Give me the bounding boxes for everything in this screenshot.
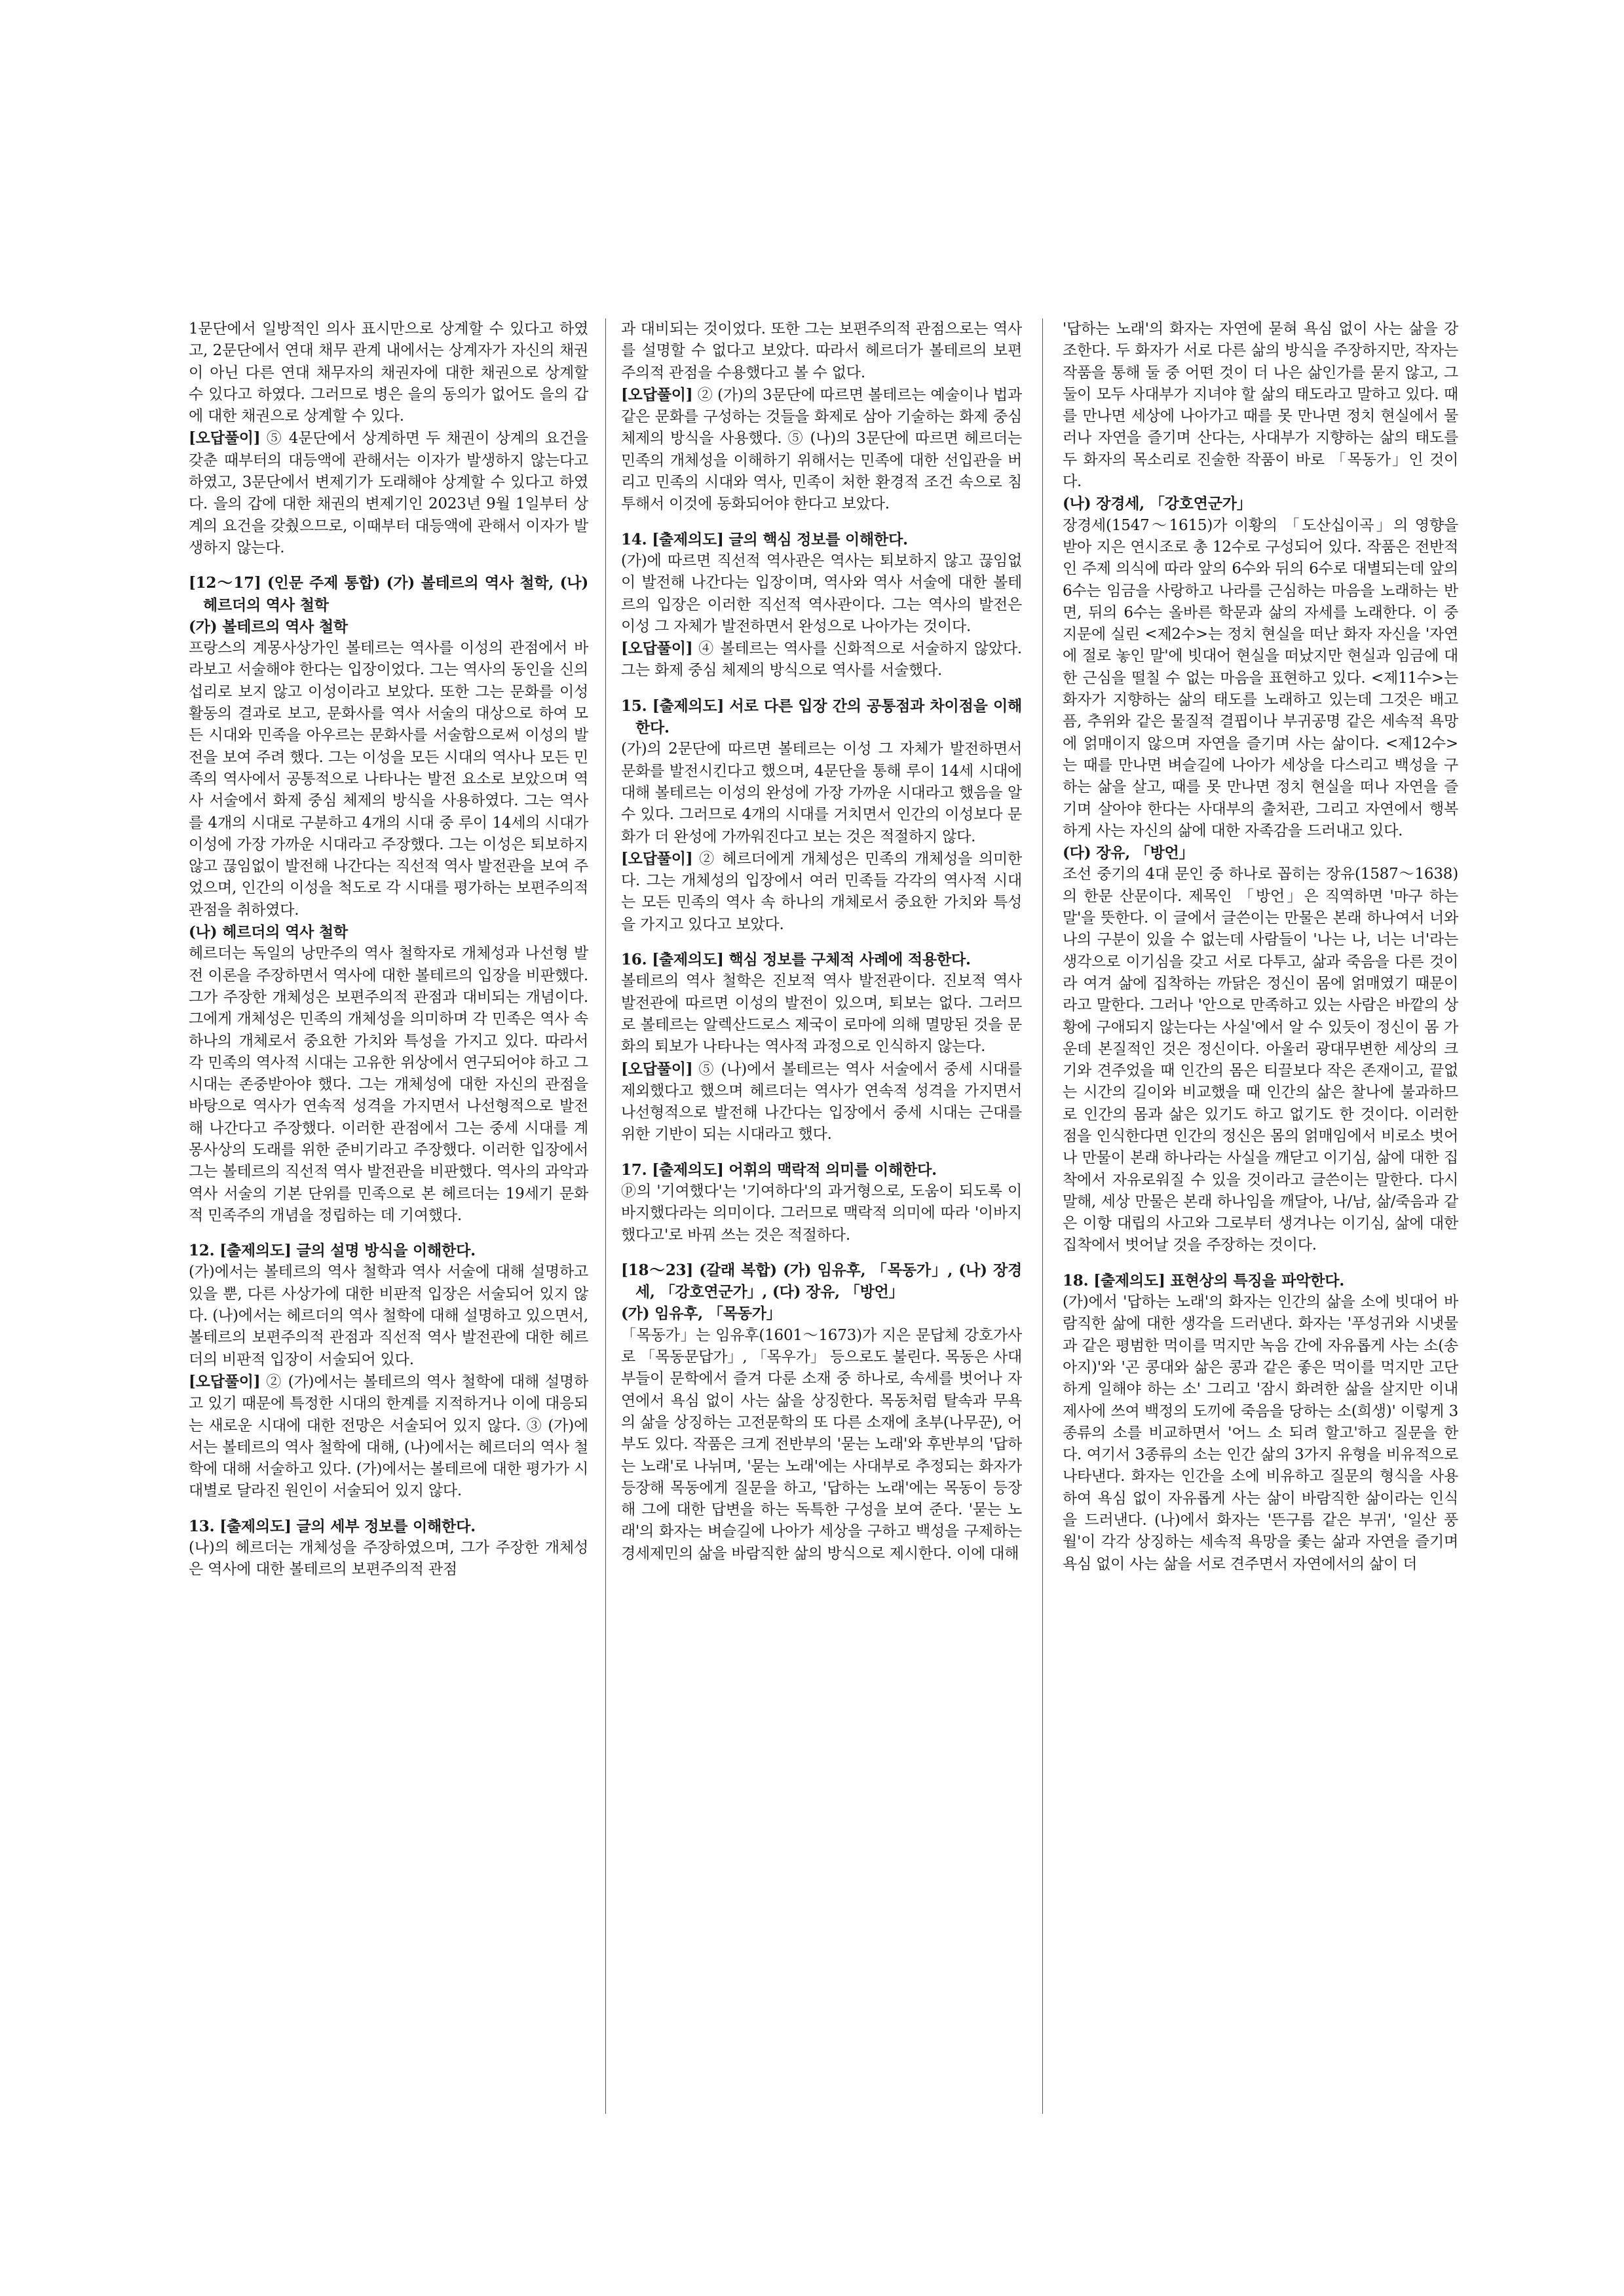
question-heading-13: 13. [출제의도] 글의 세부 정보를 이해한다. (189, 1517, 476, 1535)
subheading-ga: (가) 임유후, 「목동가」 (621, 1305, 782, 1323)
explanation-text: ⑤ 4문단에서 상계하면 두 채권이 상계의 요건을 갖춘 때부터의 대등액에 관해서는 이자가 발생하지 않는다고 하였고, 3문단에서 변제기가 도래해야 상계할 수 있다고 하였다. 을의 갑에 대한 채권의 변제기인 2023년 9월 1일부터 상계의 요건을 갖췄으므로, 이때부터 대등액에 관해서 이자가 발생하지 않는다. (189, 430, 588, 556)
wrong-answer-label: [오답풀이] (621, 385, 693, 404)
paragraph: 볼테르의 역사 철학은 진보적 역사 발전관이다. 진보적 역사 발전관에 따르면 이성의 발전이 있으며, 퇴보는 없다. 그러므로 볼테르는 알렉산드로스 제국이 로마에 의해 멸망된 것을 문화의 퇴보가 나타나는 역사적 과정으로 인식하지 않는다. (621, 972, 1022, 1056)
column-middle (621, 318, 1022, 1565)
subheading-ga: (가) 볼테르의 역사 철학 (189, 617, 348, 636)
subheading-na: (나) 헤르더의 역사 철학 (189, 923, 348, 942)
subheading-da: (다) 장유, 「방언」 (1063, 844, 1194, 862)
paragraph: 과 대비되는 것이었다. 또한 그는 보편주의적 관점으로는 역사를 설명할 수 없다고 보았다. 따라서 헤르더가 볼테르의 보편주의적 관점을 수용했다고 볼 수 없다. (621, 320, 1022, 381)
paragraph: 헤르더는 독일의 낭만주의 역사 철학자로 개체성과 나선형 발전 이론을 주장하면서 역사에 대한 볼테르의 입장을 비판했다. 그가 주장한 개체성은 보편주의적 관점과 대비되는 개념이다. 그에게 개체성은 민족의 개체성을 의미하며 각 민족은 역사 속 하나의 개체로서 중요한 가치와 특성을 가지고 있다. 따라서 각 민족의 역사적 시대는 고유한 위상에서 연구되어야 하고 그 시대는 존중받아야 했다. 그는 개체성에 대한 자신의 관점을 바탕으로 역사가 연속적 성격을 가지면서 나선형적으로 발전해 나간다고 주장했다. 이러한 관점에서 그는 중세 시대를 계몽사상의 도래를 위한 준비기라고 주장했다. 이러한 입장에서 그는 볼테르의 직선적 역사 발전관을 비판했다. 역사의 과악과 역사 서술의 기본 단위를 민족으로 본 헤르더는 19세기 문화적 민족주의 개념을 정립하는 데 기여했다. (189, 945, 588, 1224)
paragraph: 조선 중기의 4대 문인 중 하나로 꼽히는 장유(1587～1638)의 한문 산문이다. 제목인 「방언」은 직역하면 '마구 하는 말'을 뜻한다. 이 글에서 글쓴이는 만물은 본래 하나여서 너와 나의 구분이 있을 수 없는데 사람들이 '나는 나, 너는 너'라는 생각으로 이기심을 갖고 서로 다투고, 삶과 죽음을 다른 것이라 여겨 삶에 집착하는 까닭은 정신이 몸에 얽매였기 때문이라고 말한다. 그러나 '안으로 만족하고 있는 사람은 바깥의 상황에 구애되지 않는다는 사실'에서 알 수 있듯이 정신이 몸 가운데 본질적인 것은 정신이다. 아울러 광대무변한 세상의 크기와 견주었을 때 인간의 몸은 티끌보다 작은 존재이고, 끝없는 시간의 길이와 비교했을 때 인간의 삶은 찰나에 불과하므로 인간의 몸과 삶은 있기도 하고 없기도 한 것이다. 이러한 점을 인식한다면 인간의 정신은 몸의 얽매임에서 비로소 벗어나 만물이 본래 하나라는 사실을 깨닫고 이기심, 삶에 대한 집착에서 자유로워질 수 있을 것이라고 글쓴이는 말한다. 다시 말해, 세상 만물은 본래 하나임을 깨달아, 나/남, 삶/죽음과 같은 이항 대립의 사고와 그로부터 생겨나는 이기심, 삶에 대한 집착에서 벗어날 것을 주장하는 것이다. (1063, 866, 1458, 1254)
question-heading-16: 16. [출제의도] 핵심 정보를 구체적 사례에 적용한다. (621, 951, 971, 969)
question-heading-12: 12. [출제의도] 글의 설명 방식을 이해한다. (189, 1242, 476, 1260)
column-left (189, 318, 588, 1581)
wrong-answer-label: [오답풀이] (189, 1372, 261, 1390)
question-heading-18: 18. [출제의도] 표현상의 특징을 파악한다. (1063, 1271, 1345, 1290)
explanation-text: ⑤ (나)에서 볼테르는 역사 서술에서 중세 시대를 제외했다고 했으며 헤르더는 역사가 연속적 성격을 가지면서 나선형적으로 발전해 나간다는 입장에서 중세 시대는 근대를 위한 기반이 되는 시대라고 했다. (621, 1060, 1022, 1143)
paragraph: 프랑스의 계몽사상가인 볼테르는 역사를 이성의 관점에서 바라보고 서술해야 한다는 입장이었다. 그는 역사의 동인을 신의 섭리로 보지 않고 이성이라고 보았다. 또한 그는 문화를 이성 활동의 결과로 보고, 문화사를 역사 서술의 대상으로 하여 모든 시대와 민족을 아우르는 문화사를 서술함으로써 이성의 발전을 보여 주려 했다. 그는 이성을 모든 시대의 역사나 모든 민족의 역사에서 공통적으로 나타나는 발전 요소로 보았으며 역사 서술에서 화제 중심 체제의 방식을 사용하였다. 그는 역사를 4개의 시대로 구분하고 4개의 시대 중 루이 14세의 시대가 이성에 가장 가까운 시대라고 주장했다. 그는 이성은 퇴보하지 않고 끊임없이 발전해 나간다는 직선적 역사 발전관을 보여 주었으며, 인간의 이성을 척도로 각 시대를 평가하는 보편주의적 관점을 취하였다. (189, 640, 588, 919)
explanation-text: ② 헤르더에게 개체성은 민족의 개체성을 의미한다. 그는 개체성의 입장에서 여러 민족들 각각의 역사적 시대는 모든 민족의 역사 속 하나의 개체로서 중요한 가치와 특성을 가지고 있다고 보았다. (621, 850, 1022, 933)
wrong-answer-explanation (621, 1058, 1022, 1146)
explanation-text: ④ 볼테르는 역사를 신화적으로 서술하지 않았다. 그는 화제 중심 체제의 방식으로 역사를 서술했다. (621, 640, 1022, 679)
paragraph: (가)에서는 볼테르의 역사 철학과 역사 서술에 대해 설명하고 있을 뿐, 다른 사상가에 대한 비판적 입장은 서술되어 있지 않다. (나)에서는 헤르더의 역사 철학에 대해 설명하고 있으면서, 볼테르의 보편주의적 관점과 직선적 역사 발전관에 대한 헤르더의 비판적 입장이 서술되어 있다. (189, 1263, 588, 1368)
paragraph: 1문단에서 일방적인 의사 표시만으로 상계할 수 있다고 하였고, 2문단에서 연대 채무 관계 내에서는 상계자가 자신의 채권이 아닌 다른 연대 채무자의 채권자에 대한 채권으로 상계할 수 있다고 하였다. 그러므로 병은 을의 동의가 없어도 을의 갑에 대한 채권으로 상계할 수 있다. (189, 320, 588, 425)
paragraph: 장경세(1547～1615)가 이황의 「도산십이곡」의 영향을 받아 지은 연시조로 총 12수로 구성되어 있다. 작품은 전반적인 주제 의식에 따라 앞의 6수와 뒤의 6수로 대별되는데 앞의 6수는 임금을 사랑하고 나라를 근심하는 마음을 노래하는 반면, 뒤의 6수는 올바른 학문과 삶의 자세를 노래한다. 이 중 지문에 실린 <제2수>는 정치 현실을 떠난 화자 자신을 '자연에 절로 놓인 말'에 빗대어 현실을 떠났지만 현실과 임금에 대한 근심을 떨칠 수 없는 마음을 표현하고 있다. <제11수>는 화자가 지향하는 삶의 태도를 노래하고 있는데 그것은 배고픔, 추위와 같은 물질적 결핍이나 부귀공명 같은 세속적 욕망에 얽매이지 않으며 자연을 즐기며 사는 삶이다. <제12수>는 때를 만나면 벼슬길에 나아가 세상을 다스리고 백성을 구하는 삶을 살고, 때를 못 만나면 정치 현실을 떠나 자연을 즐기며 살아야 한다는 사대부의 출처관, 그리고 자연에서 행복하게 사는 자신의 삶에 대한 자족감을 드러내고 있다. (1063, 516, 1458, 839)
wrong-answer-label: [오답풀이] (189, 429, 261, 448)
wrong-answer-label: [오답풀이] (621, 1060, 693, 1078)
section-heading-18-23: [18～23] (갈래 복합) (가) 임유후, 「목동가」, (나) 장경세, 「강호연군가」, (다) 장유, 「방언」 (621, 1261, 1022, 1301)
column-divider-right (1042, 318, 1043, 2114)
wrong-answer-explanation (621, 848, 1022, 936)
explanation-text: ② (가)의 3문단에 따르면 볼테르는 예술이나 법과 같은 문화를 구성하는 것들을 화제로 삼아 기술하는 화제 중심 체제의 방식을 사용했다. ⑤ (나)의 3문단에 따르면 헤르더는 민족의 개체성을 이해하기 위해서는 민족에 대한 선입관을 버리고 민족의 시대와 역사, 민족이 처한 환경적 조건 속으로 침투해서 이것에 동화되어야 한다고 보았다. (621, 386, 1022, 513)
wrong-answer-explanation (621, 384, 1022, 516)
section-heading-12-17: [12～17] (인문 주제 통합) (가) 볼테르의 역사 철학, (나) 헤르더의 역사 철학 (189, 574, 588, 614)
paragraph: '답하는 노래'의 화자는 자연에 묻혀 욕심 없이 사는 삶을 강조한다. 두 화자가 서로 다른 삶의 방식을 주장하지만, 작자는 작품을 통해 둘 중 어떤 것이 더 나은 삶인가를 묻지 않고, 그 둘이 모두 사대부가 지녀야 할 삶의 태도라고 말하고 있다. 때를 만나면 세상에 나아가고 때를 못 만나면 정치 현실에서 물러나 자연을 즐기며 산다는, 사대부가 지향하는 삶의 태도를 두 화자의 목소리로 진술한 작품이 바로 「목동가」인 것이다. (1063, 320, 1458, 491)
paragraph: (가)에서 '답하는 노래'의 화자는 인간의 삶을 소에 빗대어 바람직한 삶에 대한 생각을 드러낸다. 화자는 '푸성귀와 시냇물과 같은 평범한 먹이를 먹지만 녹음 간에 자유롭게 사는 소(송아지)'와 '곤 콩대와 삶은 콩과 같은 좋은 먹이를 먹지만 고단하게 일해야 하는 소' 그리고 '잠시 화려한 삶을 살지만 이내 제사에 쓰여 백정의 도끼에 죽음을 당하는 소(희생)' 이렇게 3종류의 소를 비교하면서 '어느 소 되려 할고'하고 질문을 한다. 여기서 3종류의 소는 인간 삶의 3가지 유형을 비유적으로 나타낸다. 화자는 인간을 소에 비유하고 질문의 형식을 사용하여 욕심 없이 자유롭게 사는 삶이 바람직한 삶이라는 인식을 드러낸다. (나)에서 화자는 '뜬구름 같은 부귀', '일산 풍월'이 각각 상징하는 세속적 욕망을 좇는 삶과 자연을 즐기며 욕심 없이 사는 삶을 서로 견주면서 자연에서의 삶이 더 (1063, 1293, 1458, 1573)
explanation-text: ② (가)에서는 볼테르의 역사 철학에 대해 설명하고 있기 때문에 특정한 시대의 한계를 지적하거나 이에 대응되는 새로운 시대에 대한 전망은 서술되어 있지 않다. ③ (가)에서는 볼테르의 역사 철학에 대해, (나)에서는 헤르더의 역사 철학에 대해 서술하고 있다. (가)에서는 볼테르에 대한 평가가 시대별로 달라진 원인이 서술되어 있지 않다. (189, 1373, 588, 1500)
paragraph: (가)에 따르면 직선적 역사관은 역사는 퇴보하지 않고 끊임없이 발전해 나간다는 입장이며, 역사와 역사 서술에 대한 볼테르의 입장은 이러한 직선적 역사관이다. 그는 역사의 발전은 이성 그 자체가 발전하면서 완성으로 나아가는 것이다. (621, 552, 1022, 635)
question-heading-17: 17. [출제의도] 어휘의 맥락적 의미를 이해한다. (621, 1160, 937, 1179)
paragraph: (나)의 헤르더는 개체성을 주장하였으며, 그가 주장한 개체성은 역사에 대한 볼테르의 보편주의적 관점 (189, 1539, 588, 1578)
wrong-answer-explanation (621, 638, 1022, 682)
subheading-na: (나) 장경세, 「강호연군가」 (1063, 495, 1252, 513)
wrong-answer-label: [오답풀이] (621, 849, 693, 868)
paragraph: ⓟ의 '기여했다'는 '기여하다'의 과거형으로, 도움이 되도록 이바지했다라는 의미이다. 그러므로 맥락적 의미에 따라 '이바지했다고'로 바꿔 쓰는 것은 적절하다. (621, 1182, 1022, 1244)
column-right (1063, 318, 1458, 1575)
question-heading-14: 14. [출제의도] 글의 핵심 정보를 이해한다. (621, 530, 908, 548)
question-heading-15: 15. [출제의도] 서로 다른 입장 간의 공통점과 차이점을 이해한다. (621, 697, 1022, 737)
wrong-answer-explanation (189, 427, 588, 559)
paragraph: (가)의 2문단에 따르면 볼테르는 이성 그 자체가 발전하면서 문화를 발전시킨다고 했으며, 4문단을 통해 루이 14세 시대에 대해 볼테르는 이성의 완성에 가장 가까운 시대라고 했음을 알 수 있다. 그러므로 4개의 시대를 거치면서 인간의 이성보다 문화가 더 완성에 가까워진다고 보는 것은 적절하지 않다. (621, 740, 1022, 845)
column-divider-left (605, 318, 606, 2114)
wrong-answer-explanation (189, 1371, 588, 1502)
wrong-answer-label: [오답풀이] (621, 640, 693, 658)
paragraph: 「목동가」는 임유후(1601～1673)가 지은 문답체 강호가사로 「목동문답가」, 「목우가」 등으로도 불린다. 목동은 사대부들이 문학에서 즐겨 다룬 소재 중 하나로, 속세를 벗어나 자연에서 욕심 없이 사는 삶을 상징한다. 목동처럼 탈속과 무욕의 삶을 상징하는 고전문학의 또 다른 소재에 초부(나무꾼), 어부도 있다. 작품은 크게 전반부의 '묻는 노래'와 후반부의 '답하는 노래'로 나뉘며, '묻는 노래'에는 사대부로 추정되는 화자가 등장해 목동에게 질문을 하고, '답하는 노래'에는 목동이 등장해 그에 대한 답변을 하는 독특한 구성을 보여 준다. '묻는 노래'의 화자는 벼슬길에 나아가 세상을 구하고 백성을 구제하는 경세제민의 삶을 바람직한 삶의 방식으로 제시한다. 이에 대해 (621, 1326, 1022, 1562)
